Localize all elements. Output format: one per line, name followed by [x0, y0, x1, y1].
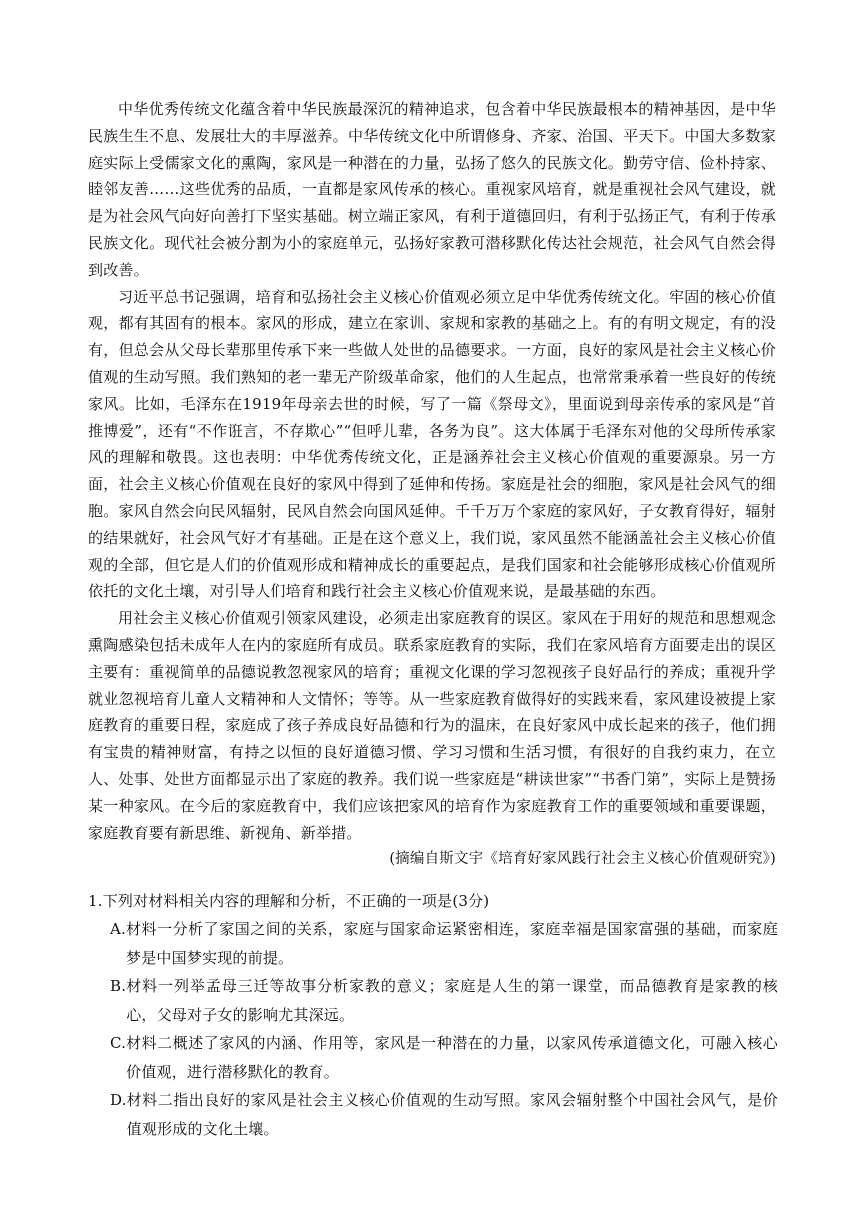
question-block	[88, 887, 778, 1143]
passage-paragraph-1: 中华优秀传统文化蕴含着中华民族最深沉的精神追求，包含着中华民族最根本的精神基因，是中华民族生生不息、发展壮大的丰厚滋养。中华传统文化中所谓修身、齐家、治国、平天下。中国大多数家庭实际上受儒家文化的熏陶，家风是一种潜在的力量，弘扬了悠久的民族文化。勤劳守信、俭朴持家、睦邻友善……这些优秀的品质，一直都是家风传承的核心。重视家风培育，就是重视社会风气建设，就是为社会风气向好向善打下坚实基础。树立端正家风，有利于道德回归，有利于弘扬正气，有利于传承民族文化。现代社会被分割为小的家庭单元，弘扬好家教可潜移默化传达社会规范，社会风气自然会得到改善。	[88, 100, 776, 279]
question-stem: 1.下列对材料相关内容的理解和分析，不正确的一项是(3分)	[88, 892, 490, 910]
option-text: 材料二指出良好的家风是社会主义核心价值观的生动写照。家风会辐射整个中国社会风气，是价值观形成的文化土壤。	[126, 1091, 778, 1138]
option-text: 材料一列举孟母三迁等故事分析家教的意义；家庭是人生的第一课堂，而品德教育是家教的核心，父母对子女的影响尤其深远。	[126, 977, 778, 1024]
option-letter: A.	[110, 920, 127, 938]
option-letter: C.	[110, 1034, 127, 1052]
option-text: 材料一分析了家国之间的关系，家庭与国家命运紧密相连，家庭幸福是国家富强的基础，而家庭梦是中国梦实现的前提。	[126, 920, 778, 967]
source-citation: (摘编自斯文宇《培育好家风践行社会主义核心价值观研究》)	[389, 851, 776, 868]
option-letter: D.	[110, 1091, 127, 1109]
option-a	[88, 915, 778, 972]
option-c	[88, 1029, 778, 1086]
option-text: 材料二概述了家风的内涵、作用等，家风是一种潜在的力量，以家风传承道德文化，可融入核心价值观，进行潜移默化的教育。	[126, 1034, 778, 1081]
option-letter: B.	[110, 977, 127, 995]
option-d	[88, 1086, 778, 1143]
passage-paragraph-2: 习近平总书记强调，培育和弘扬社会主义核心价值观必须立足中华优秀传统文化。牢固的核心价值观，都有其固有的根本。家风的形成，建立在家训、家规和家教的基础之上。有的有明文规定，有的没有，但总会从父母长辈那里传承下来一些做人处世的品德要求。一方面，良好的家风是社会主义核心价值观的生动写照。我们熟知的老一辈无产阶级革命家，他们的人生起点，也常常秉承着一些良好的传统家风。比如，毛泽东在1919年母亲去世的时候，写了一篇《祭母文》，里面说到母亲传承的家风是“首推博爱”，还有“不作诳言，不存欺心”“但呼儿辈，各务为良”。这大体属于毛泽东对他的父母所传承家风的理解和敬畏。这也表明：中华优秀传统文化，正是涵养社会主义核心价值观的重要源泉。另一方面，社会主义核心价值观在良好的家风中得到了延伸和传扬。家庭是社会的细胞，家风是社会风气的细胞。家风自然会向民风辐射，民风自然会向国风延伸。千千万万个家庭的家风好，子女教育得好，辐射的结果就好，社会风气好才有基础。正是在这个意义上，我们说，家风虽然不能涵盖社会主义核心价值观的全部，但它是人们的价值观形成和精神成长的重要起点，是我们国家和社会能够形成核心价值观所依托的文化土壤，对引导人们培育和践行社会主义核心价值观来说，是最基础的东西。	[88, 287, 776, 601]
option-b	[88, 972, 778, 1029]
reading-passage	[88, 96, 776, 872]
passage-paragraph-3: 用社会主义核心价值观引领家风建设，必须走出家庭教育的误区。家风在于用好的规范和思想观念熏陶感染包括未成年人在内的家庭所有成员。联系家庭教育的实际，我们在家风培育方面要走出的误区主要有：重视简单的品德说教忽视家风的培育；重视文化课的学习忽视孩子良好品行的养成；重视升学就业忽视培育儿童人文精神和人文情怀；等等。从一些家庭教育做得好的实践来看，家风建设被提上家庭教育的重要日程，家庭成了孩子养成良好品德和行为的温床，在良好家风中成长起来的孩子，他们拥有宝贵的精神财富，有持之以恒的良好道德习惯、学习习惯和生活习惯，有很好的自我约束力，在立人、处事、处世方面都显示出了家庭的教养。我们说一些家庭是“耕读世家”“书香门第”，实际上是赞扬某一种家风。在今后的家庭教育中，我们应该把家风的培育作为家庭教育工作的重要领域和重要课题，家庭教育要有新思维、新视角、新举措。	[88, 609, 776, 842]
